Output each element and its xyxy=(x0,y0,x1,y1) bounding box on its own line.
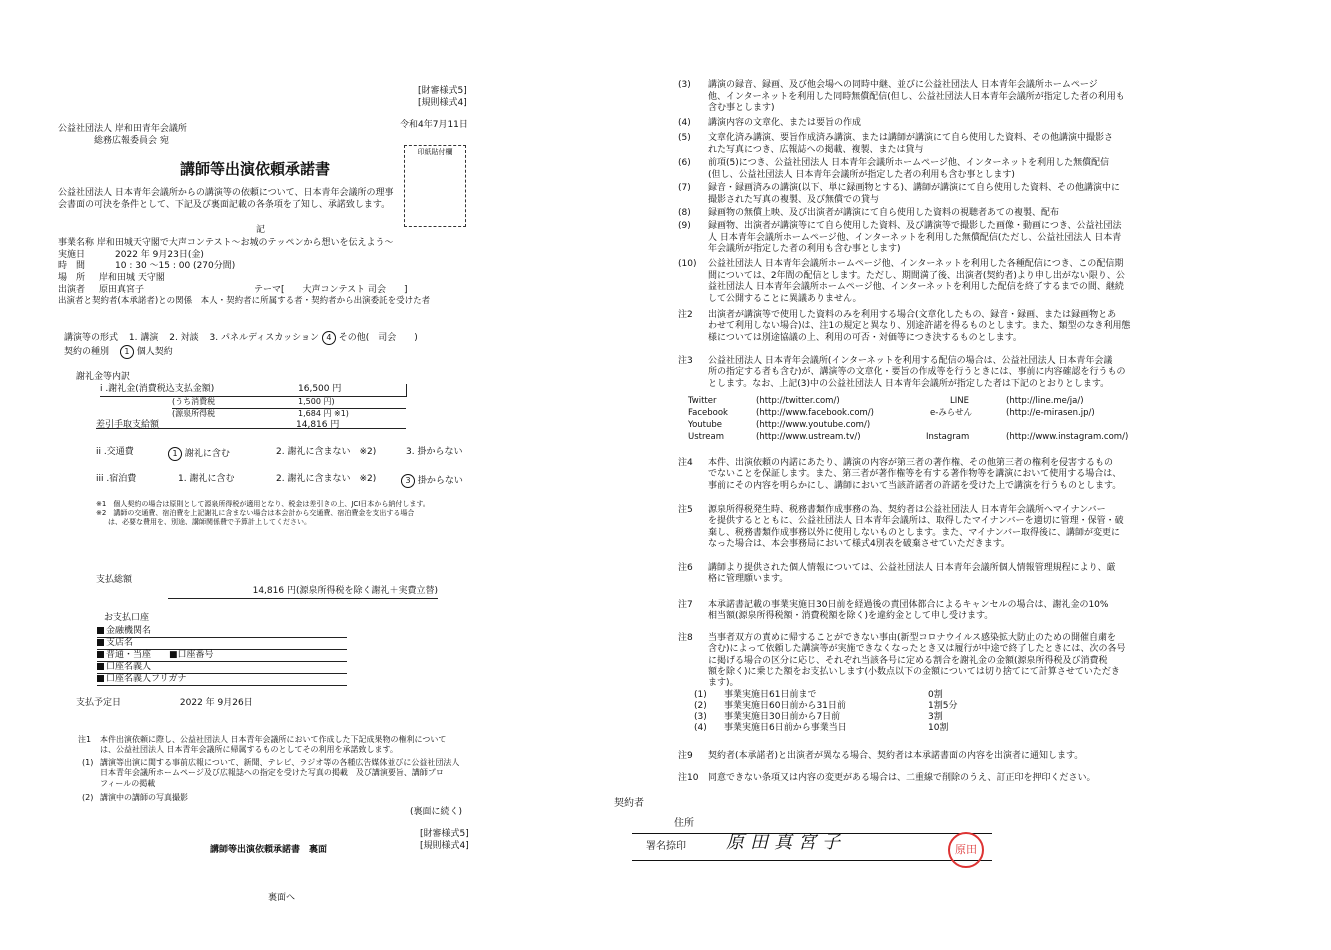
rights-list xyxy=(678,80,1218,307)
event-place: 岸和田城 天守閣 xyxy=(99,273,165,284)
fee-amount: 16,500 円 xyxy=(298,384,342,394)
bank-row-institution: 金融機関名 xyxy=(97,626,347,638)
back-page xyxy=(614,0,1331,950)
rights-item: (3) 講演の録音、録画、及び他会場への同時中継、並びに公益社団法人 日本青年会議所ホームページ 他、インターネットを利用した同時無償配信(但し、公益社団法人日本青年会議所が指定した者の利用も 含む事とします) xyxy=(678,80,1125,114)
addressee: 公益社団法人 岸和田青年会議所 総務広報委員会 宛 xyxy=(58,124,187,146)
table-row: (4) 事業実施日6日前から事業当日 10割 xyxy=(694,723,949,733)
bank-row-holder: 口座名義人 xyxy=(97,662,347,674)
note-5: 注5 源泉所得税発生時、税務書類作成事務の為、契約者は公益社団法人 日本青年会議所へマイナンバー を提供するとともに、公益社団法人 日本青年会議所は、取得したマイナンバーを適切に管理・保管・破 棄し、税務書類作成事務以外に使用しないものとします。また、マイナンバー取得後に、講師が変更に なった場合は、本会事務局において様式4別表を破棄させていただきます。 xyxy=(678,505,1124,549)
back-title: 講師等出演依頼承諾書 裏面 xyxy=(210,845,328,855)
selected-contract-circle: 1 xyxy=(120,345,134,359)
format-row: 講演等の形式 1. 講演 2. 対談 3. パネルディスカッション 4 その他( 司会 ) xyxy=(64,333,418,343)
withholding-tax: 1,684 円 ※1) xyxy=(298,409,349,418)
rights-item: (5) 文章化済み講演、要旨作成済み講演、または講師が講演にて自ら使用した資料、その他講演中撮影さ れた写真につき、広報誌への掲載、複製、または貸与 xyxy=(678,133,1114,155)
pay-date: 2022 年 9月26日 xyxy=(179,698,253,708)
list-item: Youtube (http://www.youtube.com/) xyxy=(688,420,871,430)
note-6: 注6 講師より提供された個人情報については、公益社団法人 日本青年会議所個人情報管理規程により、厳 格に管理願います。 xyxy=(678,563,1116,585)
table-row: (1) 事業実施日61日前まで 0割 xyxy=(694,690,943,700)
handwritten-signature: 原田真宮子 xyxy=(726,832,846,853)
contractor-label: 契約者 xyxy=(614,798,644,809)
consumption-tax: 1,500 円) xyxy=(298,397,335,406)
event-date: 2022 年 9月23日(金) xyxy=(115,249,204,260)
page-title: 講師等出演依頼承諾書 xyxy=(180,160,331,178)
ki-heading: 記 xyxy=(256,225,266,235)
bank-row-holder-kana: 口座名義人フリガナ xyxy=(97,674,347,686)
cancellation-table xyxy=(694,690,1014,734)
table-row: (2) 事業実施日60日前から31日前 1割5分 xyxy=(694,701,958,711)
selected-lodging-circle: 3 xyxy=(401,474,415,488)
front-page xyxy=(0,0,660,950)
transport-row: ii .交通費 1 謝礼に含む 2. 謝礼に含まない ※2) 3. 掛からない xyxy=(96,447,463,459)
sign-label: 署名捺印 xyxy=(646,841,686,852)
fee-header: 謝礼金等内訳 xyxy=(76,372,131,382)
fee-table: i .謝礼金(消費税込支払金額) 16,500 円 (うち消費税 1,500 円) (源泉所得税 1,684 円 ※1) xyxy=(96,384,406,429)
relation: 出演者と契約者(本承諾者)との関係 本人・契約者に所属する者・契約者から出演委託を受けた者 xyxy=(58,296,431,307)
rights-item: (10) 公益社団法人 日本青年会議所ホームページ他、インターネットを利用した各種配信につき、この配信期 間については、2年間の配信とします。ただし、期間満了後、出演者(契約者)より申し出がない限り、公 益社団法人 日本青年会議所ホームページ他、インターネットを利用した配信を終了するまでの間、継続 して公開することに異議ありません。 xyxy=(678,259,1125,305)
address-label: 住所 xyxy=(674,818,694,829)
rights-item: (6) 前項(5)につき、公益社団法人 日本青年会議所ホームページ他、インターネットを利用した無償配信 (但し、公益社団法人 日本青年会議所が指定した者の利用も含む事とします) xyxy=(678,158,1110,180)
bank-header: お支払口座 xyxy=(104,613,150,623)
continued-on-back: (裏面に続く) xyxy=(410,807,463,817)
note-2: 注2 出演者が講演等で使用した資料のみを利用する場合(文章化したもの、録音・録画、または録画物とあ わせて利用しない場合)は、注1の規定と異なり、別途許諾を得るものとします。また、類型のなき利用態 様については別途協議の上、利用の可否・対価等につき決するものとします。 xyxy=(678,310,1131,343)
selected-format-circle: 4 xyxy=(322,331,336,345)
note-9: 注9 契約者(本承諾者)と出演者が異なる場合、契約者は本承諾書面の内容を出演者に通知します。 xyxy=(678,751,1084,761)
event-details: 事業名称 岸和田城天守閣で大声コンテスト～お城のテッペンから想いを伝えよう～ 実施日 2022 年 9月23日(金) 時 間 10 : 30 ～15 : 00 (270分間) 場 所 岸和田城 天守閣 出演者 原田真宮子 テーマ[ 大声コンテスト 司会 ] 出演者と契約者(本承諾者)との関係 本人・契約者に所属する者・契約者から出演委託を受けた者 xyxy=(58,238,478,307)
pay-date-row: 支払予定日 2022 年 9月26日 xyxy=(76,698,253,708)
list-item: Ustream (http://www.ustream.tv/) Instagram (http://www.instagram.com/) xyxy=(688,432,1129,442)
fee-footnotes: ※1 個人契約の場合は原則として源泉所得税が適用となり、税金は差引きの上、JCI日本から納付します。 ※2 講師の交通費、宿泊費を上記謝礼に含まない場合は本会計から交通費、宿泊費金を支出する場合 は、必要な費用を、別途、講師関係費で予算計上してください。 xyxy=(96,500,430,527)
contract-row: 契約の種別 1 個人契約 xyxy=(64,347,173,357)
note-4: 注4 本件、出演依頼の内諾にあたり、講演の内容が第三者の著作権、その他第三者の権利を侵害するもの でないことを保証します。また、第三者が著作権等を有する著作物等を講演において使用する場合は、 事前にその内容を明らかにし、講師において当該許諾者の許諾を受けた上で講演を行うものとします。 xyxy=(678,458,1122,491)
document-date: 令和4年7月11日 xyxy=(400,120,468,130)
rights-item: (4) 講演内容の文章化、または要旨の作成 xyxy=(678,118,862,128)
pay-total-label: 支払総額 xyxy=(96,575,133,585)
note-7: 注7 本承諾書記載の事業実施日30日前を経過後の責団体都合によるキャンセルの場合は、謝礼金の10% 相当額(源泉所得税額・消費税額を除く)を違約金として申し受けます。 xyxy=(678,600,1109,622)
performer-name: 原田真宮子 xyxy=(99,284,145,295)
rights-item: (9) 録画物、出演者が講演等にて自ら使用した資料、及び講演等で撮影した画像・動画につき、公益社団法 人 日本青年会議所ホームページ他、インターネットを利用した無償配信(ただし、公益社団法人 日本青 年会議所が指定した者の利用も含む事とします) xyxy=(678,221,1122,255)
pay-total: 14,816 円(源泉所得税を除く謝礼＋実費立替) xyxy=(168,586,438,599)
distributor-list xyxy=(684,396,1204,444)
rights-item: (7) 録音・録画済みの講演(以下、単に録画物とする)、講師が講演にて自ら使用した資料、その他講演中に 撮影された写真の複製、及び無償での貸与 xyxy=(678,183,1121,205)
signature-line xyxy=(632,860,992,861)
event-time: 10 : 30 ～15 : 00 (270分間) xyxy=(115,261,236,272)
net-pay: 14,816 円 xyxy=(296,420,340,430)
to-back-label: 裏面へ xyxy=(268,893,296,903)
net-pay-row: 差引手取支給額 14,816 円 xyxy=(96,420,340,430)
note-8: 注8 当事者双方の責めに帰することができない事由(新型コロナウイルス感染拡大防止のための開催自粛を 含む)によって依頼した講演等が実施できなくなったとき又は履行が中途で終了したときには、次の各号 に掲げる場合の区分に応じ、それぞれ当該各号に定める割合を謝礼金の金額(源泉所得税及び消費税 額を除く)に乗じた額をお支払いします(小数点以下の金額については切り捨てにて計算させていただき ます)。 xyxy=(678,633,1126,688)
form-number-bottom: [財審様式5] [規則様式4] xyxy=(420,829,469,851)
event-name: 事業名称 岸和田城天守閣で大声コンテスト～お城のテッペンから想いを伝えよう～ xyxy=(58,238,394,248)
theme: テーマ[ 大声コンテスト 司会 ] xyxy=(254,284,408,295)
revenue-stamp-box: 印紙貼付欄 xyxy=(404,145,466,227)
note-1: 注1 本件出演依頼に際し、公益社団法人 日本青年会議所において作成した下記成果物の権利について は、公益社団法人 日本青年会議所に帰属するものとしてその利用を承諾致します。 (1) 講演等出演に関する事前広報について、新聞、テレビ、ラジオ等の各種広告媒体並びに公益社団法人 日本青年会議所ホームページ及び広報誌への指定を受けた写真の掲載 及び講演要旨、講師プロ フィールの掲載 (2) 講演中の講師の写真撮影 xyxy=(78,735,460,802)
lodging-row: iii .宿泊費 1. 謝礼に含む 2. 謝礼に含まない ※2) 3 掛からない xyxy=(96,474,463,486)
seal-stamp-icon: 原田 xyxy=(948,832,984,868)
note-10: 注10 同意できない条項又は内容の変更がある場合は、二重線で削除のうえ、訂正印を押印ください。 xyxy=(678,773,1096,783)
note-3: 注3 公益社団法人 日本青年会議所(インターネットを利用する配信の場合は、公益社団法人 日本青年会議 所の指定する者も含む)が、講演等の文章化・要旨の作成等を行うときには、事前に内容確認を行うもの とします。なお、上記(3)中の公益社団法人 日本青年会議所が指定した者は下記のとおりとします。 xyxy=(678,356,1126,389)
bank-row-account: 普通・当座 ■口座番号 xyxy=(97,650,347,662)
bank-row-branch: 支店名 xyxy=(97,638,347,650)
selected-transport-circle: 1 xyxy=(168,447,182,461)
list-item: Facebook (http://www.facebook.com/) e-みらせん (http://e-mirasen.jp/) xyxy=(688,408,1095,418)
form-number-top: [財審様式5] [規則様式4] xyxy=(418,86,467,108)
table-row: (3) 事業実施日30日前から7日前 3割 xyxy=(694,712,943,722)
rights-item: (8) 録画物の無償上映、及び出演者が講演にて自ら使用した資料の視聴者あての複製、配布 xyxy=(678,208,1060,218)
intro-text: 公益社団法人 日本青年会議所からの講演等の依頼について、日本青年会議所の理事 会書面の可決を条件として、下記及び裏面記載の各条項を了知し、承諾致します。 xyxy=(58,188,394,210)
list-item: Twitter (http://twitter.com/) LINE (http://line.me/ja/) xyxy=(688,396,1084,406)
